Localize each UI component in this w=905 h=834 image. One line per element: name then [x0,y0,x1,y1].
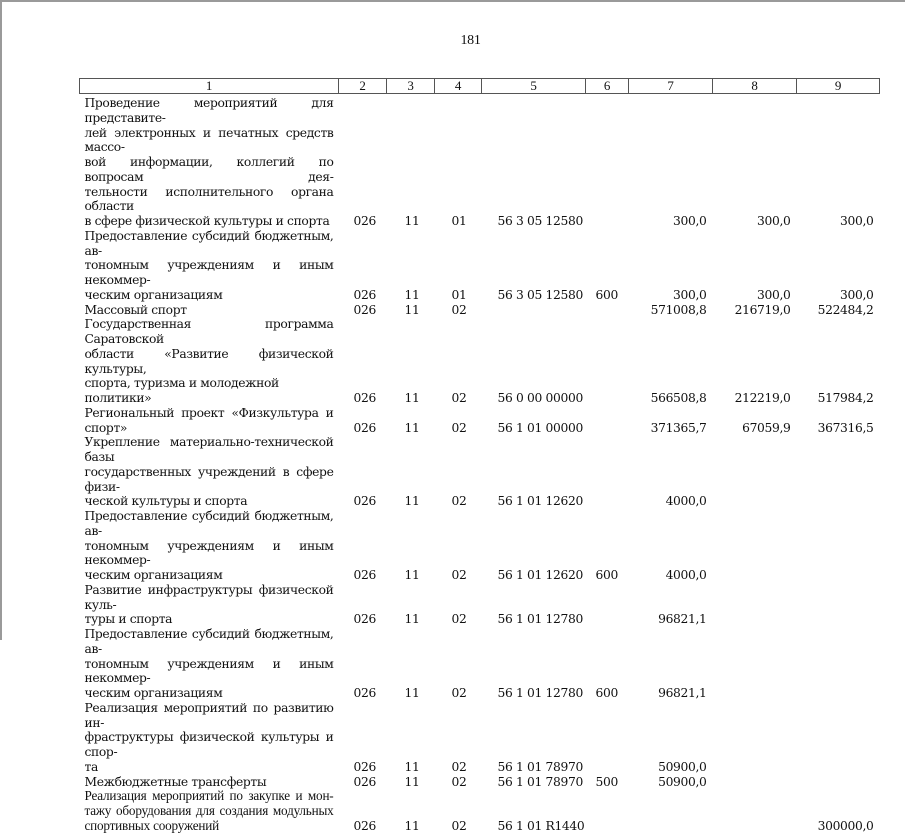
row-name-line: Региональный проект «Физкультура и [84,405,334,420]
row-name-line: вой информации, коллегий по вопросам дея- [84,155,334,184]
cell-section: 11 [404,214,420,228]
cell-amount-col8 [713,701,797,775]
cell-expense-type [586,435,629,509]
column-header-4: 4 [435,79,482,94]
cell-amount-col8 [713,627,797,701]
column-header-9: 9 [797,79,880,94]
cell-amount-col9 [797,701,880,775]
cell-amount-col8 [713,583,797,627]
cell-section: 11 [404,302,420,317]
cell-subsection: 02 [451,568,467,582]
cell-amount-col9 [797,775,880,790]
row-name-line: ческой культуры и спорта [84,494,248,509]
cell-amount-col8: 216719,0 [734,302,791,317]
cell-target-article: 56 0 00 00000 [497,391,583,405]
cell-amount-col7: 571008,8 [650,302,707,317]
cell-amount-col9: 300,0 [840,214,874,228]
budget-table [79,78,880,834]
cell-expense-type: 600 [595,287,618,302]
cell-target-article: 56 1 01 78970 [497,774,583,789]
cell-amount-col7: 50900,0 [658,774,707,789]
row-name [80,229,339,303]
row-name-line: Предоставление субсидий бюджетным, ав- [84,228,334,258]
cell-section: 11 [404,420,420,435]
cell-section: 11 [404,568,420,582]
row-name-line: ческим организациям [84,686,223,700]
cell-amount-col9: 300,0 [840,287,874,302]
row-name [80,583,339,627]
row-name [80,775,339,790]
table-row [80,775,880,790]
table-row [80,627,880,701]
cell-section: 11 [404,686,420,700]
row-name-line: в сфере физической культуры и спорта [84,214,330,228]
cell-ministry-code: 026 [353,686,376,700]
table-row [80,789,880,833]
column-header-6: 6 [586,79,629,94]
cell-expense-type [586,94,629,229]
cell-amount-col7: 96821,1 [658,686,707,700]
cell-ministry-code: 026 [353,759,376,774]
cell-section: 11 [404,759,420,774]
row-name [80,509,339,583]
table-row [80,229,880,303]
column-header-5: 5 [482,79,586,94]
table-row [80,583,880,627]
row-name-line: лей электронных и печатных средств массо- [84,125,334,155]
cell-amount-col7: 4000,0 [665,568,707,582]
cell-amount-col7: 50900,0 [658,759,707,774]
cell-target-article: 56 1 01 12780 [497,686,583,700]
column-header-8: 8 [713,79,797,94]
cell-amount-col9 [797,435,880,509]
cell-amount-col9: 522484,2 [817,302,874,317]
cell-target-article: 56 1 01 12780 [497,612,583,627]
cell-expense-type: 600 [595,686,618,700]
row-name-line: тономным учреждениям и иным некоммер- [84,258,334,287]
table-body [80,94,880,834]
row-name-line: туры и спорта [84,612,173,627]
cell-ministry-code: 026 [353,420,376,435]
cell-ministry-code: 026 [353,302,376,317]
cell-amount-col9 [797,583,880,627]
cell-expense-type: 500 [595,774,618,789]
cell-subsection: 02 [451,612,467,627]
cell-amount-col9: 367316,5 [817,420,874,435]
cell-amount-col8 [713,509,797,583]
row-name-line: тельности исполнительного органа области [84,184,334,214]
cell-ministry-code: 026 [353,612,376,627]
cell-amount-col8: 212219,0 [734,391,791,405]
row-name [80,94,339,229]
cell-subsection: 01 [451,287,467,302]
row-name-line: Массовый спорт [84,302,187,317]
row-name-line: тажу оборудования для создания модульных [84,803,334,818]
cell-amount-col8: 300,0 [757,287,791,302]
cell-amount-col9 [797,627,880,701]
row-name [80,789,339,833]
cell-amount-col9: 300000,0 [817,818,874,833]
cell-subsection: 01 [451,214,467,228]
row-name [80,435,339,509]
row-name-line: Межбюджетные трансферты [84,774,267,789]
row-name [80,627,339,701]
cell-target-article: 56 3 05 12580 [497,287,583,302]
cell-subsection: 02 [451,494,467,509]
row-name-line: Реализация мероприятий по развитию ин- [84,700,334,730]
row-name-line: спорта, туризма и молодежной политики» [84,376,279,405]
cell-amount-col9: 517984,2 [817,391,874,405]
cell-expense-type [586,303,629,318]
row-name-line: спорт» [84,420,128,435]
row-name [80,317,339,406]
table-row [80,303,880,318]
table-row [80,509,880,583]
row-name-line: Предоставление субсидий бюджетным, ав- [84,509,334,538]
cell-section: 11 [404,391,420,405]
cell-subsection: 02 [451,420,467,435]
cell-amount-col8 [713,435,797,509]
row-name-line: ческим организациям [84,287,223,302]
cell-amount-col8: 67059,9 [742,420,791,435]
table-row [80,317,880,406]
cell-section: 11 [404,818,420,833]
cell-subsection: 02 [451,818,467,833]
row-name [80,303,339,318]
row-name-line: Развитие инфраструктуры физической куль- [84,582,334,612]
row-name [80,406,339,436]
row-name-line: спортивных сооружений [84,817,219,833]
row-name-line: Укрепление материально-технической базы [84,435,334,464]
table-row [80,701,880,775]
row-name-line: Государственная программа Саратовской [84,317,334,346]
cell-amount-col7: 300,0 [673,214,707,228]
cell-ministry-code: 026 [353,494,376,509]
table-header-row [80,79,880,94]
cell-amount-col7: 4000,0 [665,494,707,509]
table-row [80,406,880,436]
table-row [80,94,880,229]
cell-amount-col7: 566508,8 [650,391,707,405]
cell-ministry-code: 026 [353,287,376,302]
cell-amount-col8: 300,0 [757,214,791,228]
column-header-7: 7 [629,79,713,94]
cell-ministry-code: 026 [353,214,376,228]
cell-target-article [482,303,586,318]
cell-ministry-code: 026 [353,774,376,789]
cell-subsection: 02 [451,686,467,700]
cell-target-article: 56 3 05 12580 [497,214,583,228]
cell-section: 11 [404,287,420,302]
page-number: 181 [460,33,481,48]
cell-target-article: 56 1 01 00000 [497,420,583,435]
column-header-1: 1 [80,79,339,94]
cell-expense-type [586,701,629,775]
row-name-line: та [84,759,98,774]
cell-subsection: 02 [451,391,467,405]
cell-amount-col9 [797,509,880,583]
table-row [80,435,880,509]
cell-target-article: 56 1 01 12620 [497,494,583,509]
row-name-line: фраструктуры физической культуры и спор- [84,730,334,759]
cell-amount-col7: 96821,1 [658,612,707,627]
cell-amount-col7 [629,789,713,833]
row-name-line: тономным учреждениям и иным некоммер- [84,656,334,686]
cell-amount-col7: 371365,7 [650,420,707,435]
row-name-line: области «Развитие физической культуры, [84,346,334,376]
row-name-line: тономным учреждениям и иным некоммер- [84,538,334,568]
cell-section: 11 [404,612,420,627]
cell-expense-type [586,789,629,833]
cell-ministry-code: 026 [353,818,376,833]
row-name-line: государственных учреждений в сфере физи- [84,464,334,494]
cell-subsection: 02 [451,759,467,774]
row-name-line: Реализация мероприятий по закупке и мон- [84,788,334,804]
cell-expense-type [586,406,629,436]
row-name [80,701,339,775]
cell-section: 11 [404,494,420,509]
cell-subsection: 02 [451,302,467,317]
cell-subsection: 02 [451,774,467,789]
cell-target-article: 56 1 01 R1440 [497,818,585,833]
cell-ministry-code: 026 [353,391,376,405]
row-name-line: ческим организациям [84,568,223,582]
cell-target-article: 56 1 01 12620 [497,568,583,582]
cell-target-article: 56 1 01 78970 [497,759,583,774]
cell-section: 11 [404,774,420,789]
cell-amount-col8 [713,775,797,790]
cell-amount-col7: 300,0 [673,287,707,302]
row-name-line: Проведение мероприятий для представите- [84,96,334,125]
cell-amount-col8 [713,789,797,833]
cell-expense-type [586,583,629,627]
cell-expense-type [586,317,629,406]
cell-ministry-code: 026 [353,568,376,582]
column-header-3: 3 [387,79,435,94]
column-header-2: 2 [339,79,387,94]
row-name-line: Предоставление субсидий бюджетным, ав- [84,627,334,656]
cell-expense-type: 600 [595,568,618,582]
